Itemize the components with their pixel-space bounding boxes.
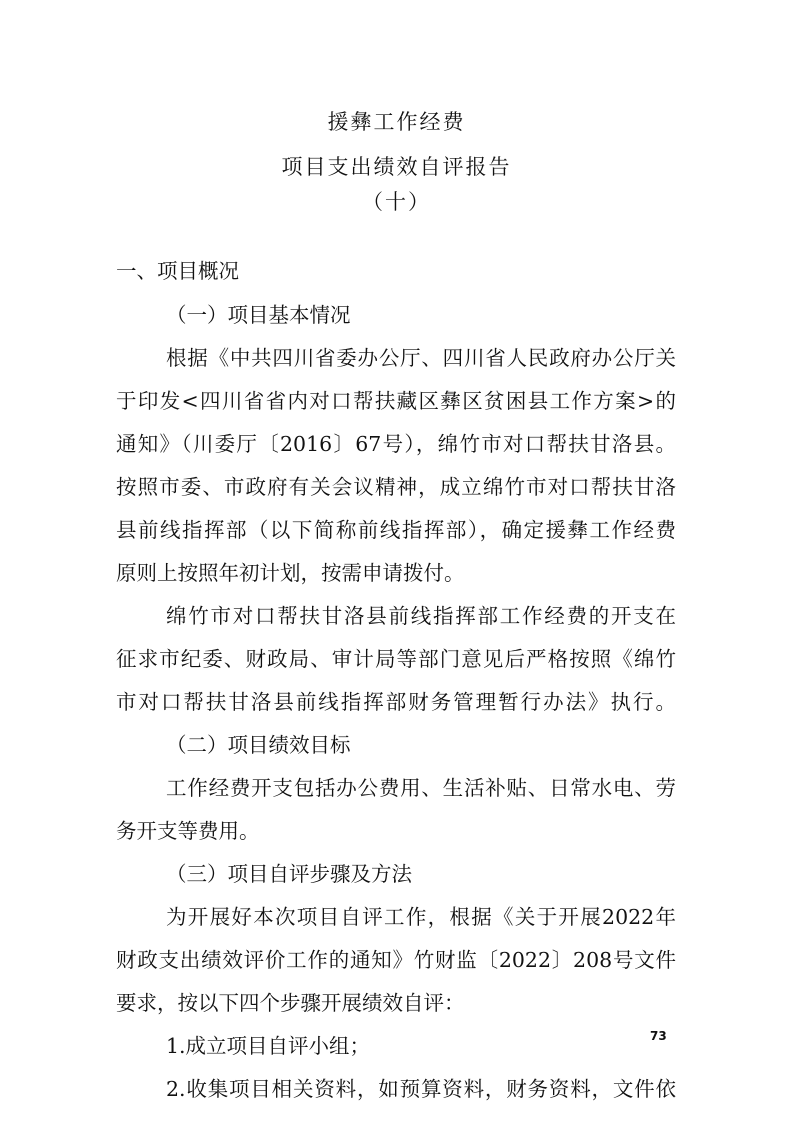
subsection-heading-evaluation-steps: （三）项目自评步骤及方法	[166, 862, 412, 886]
paragraph-line: 要求，按以下四个步骤开展绩效自评：	[116, 991, 465, 1015]
paragraph-line: 根据《中共四川省委办公厅、四川省人民政府办公厅关	[166, 346, 676, 370]
document-subtitle: 项目支出绩效自评报告	[281, 155, 512, 179]
paragraph-line: 通知》（川委厅〔2016〕67号），绵竹市对口帮扶甘洛县。	[116, 432, 676, 456]
paragraph-line: 工作经费开支包括办公费用、生活补贴、日常水电、劳	[166, 776, 676, 800]
list-item: 2.收集项目相关资料，如预算资料，财务资料，文件依	[166, 1077, 676, 1101]
document-title: 援彝工作经费	[327, 110, 466, 134]
paragraph-line: 为开展好本次项目自评工作，根据《关于开展2022年	[166, 905, 676, 929]
paragraph-line: 按照市委、市政府有关会议精神，成立绵竹市对口帮扶甘洛	[116, 475, 676, 499]
paragraph-line: 务开支等费用。	[116, 819, 260, 843]
paragraph-line: 市对口帮扶甘洛县前线指挥部财务管理暂行办法》执行。	[116, 690, 676, 714]
document-number: （十）	[362, 190, 431, 214]
subsection-heading-performance-goals: （二）项目绩效目标	[166, 733, 351, 757]
list-item: 1.成立项目自评小组；	[166, 1034, 371, 1058]
paragraph-line: 原则上按照年初计划，按需申请拨付。	[116, 561, 465, 585]
section-heading-overview: 一、项目概况	[116, 259, 239, 283]
paragraph-line: 于印发<四川省省内对口帮扶藏区彝区贫困县工作方案>的	[116, 389, 676, 413]
paragraph-line: 征求市纪委、财政局、审计局等部门意见后严格按照《绵竹	[116, 647, 676, 671]
subsection-heading-basic-info: （一）项目基本情况	[166, 303, 351, 327]
paragraph-line: 绵竹市对口帮扶甘洛县前线指挥部工作经费的开支在	[166, 604, 676, 628]
paragraph-line: 财政支出绩效评价工作的通知》竹财监〔2022〕208号文件	[116, 948, 676, 972]
page-number: 73	[650, 1029, 667, 1043]
paragraph-line: 县前线指挥部（以下简称前线指挥部），确定援彝工作经费	[116, 518, 676, 542]
